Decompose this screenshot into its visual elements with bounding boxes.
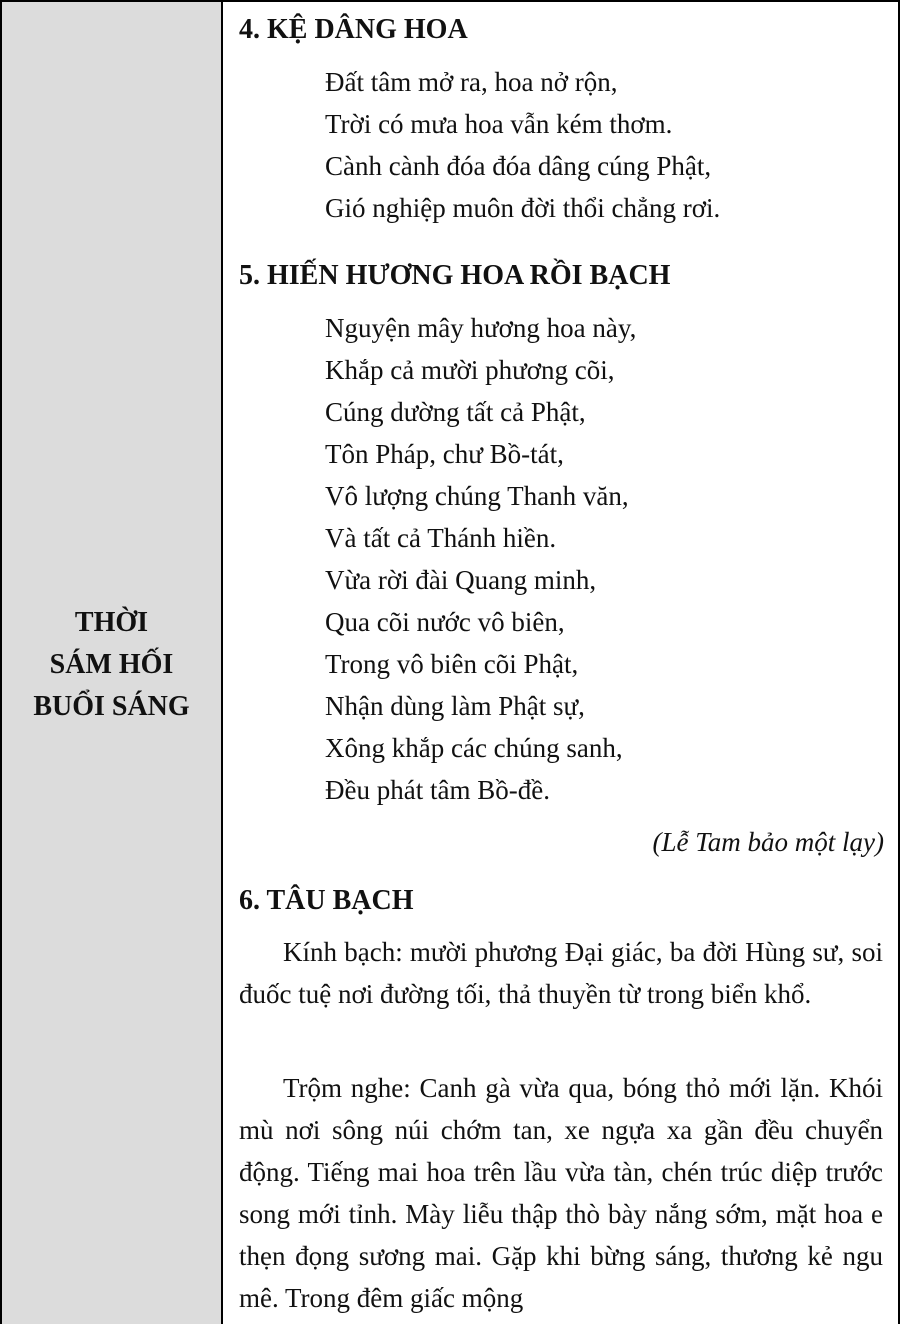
verse-line: Vô lượng chúng Thanh văn, bbox=[325, 481, 629, 511]
verse-line: Cúng dường tất cả Phật, bbox=[325, 397, 586, 427]
section-5-note: (Lễ Tam bảo một lạy) bbox=[652, 827, 884, 857]
main-content bbox=[223, 2, 898, 1324]
section-6-paragraph: Trộm nghe: Canh gà vừa qua, bóng thỏ mới lặn. Khói mù nơi sông núi chớm tan, xe ngựa xa gần đều chuyển động. Tiếng mai hoa trên lầu vừa tàn, chén trúc diệp trước song mới tỉnh. Mày liễu thập thò bày nắng sớm, mặt hoa e thẹn đọng sương mai. Gặp khi bừng sáng, thương kẻ ngu mê. Trong đêm giấc mộng bbox=[239, 1073, 883, 1313]
sidebar-title-line: BUỔI SÁNG bbox=[33, 691, 190, 722]
verse-line: Khắp cả mười phương cõi, bbox=[325, 355, 615, 385]
section-4-heading: 4. KỆ DÂNG HOA bbox=[239, 14, 468, 45]
verse-line: Nguyện mây hương hoa này, bbox=[325, 313, 637, 343]
verse-line: Qua cõi nước vô biên, bbox=[325, 607, 565, 637]
sidebar-title-line: SÁM HỐI bbox=[49, 649, 174, 680]
section-4-verse bbox=[325, 61, 720, 229]
verse-line: Trời có mưa hoa vẫn kém thơm. bbox=[325, 109, 673, 139]
verse-line: Cành cành đóa đóa dâng cúng Phật, bbox=[325, 151, 712, 181]
section-6-paragraph: Kính bạch: mười phương Đại giác, ba đời Hùng sư, soi đuốc tuệ nơi đường tối, thả thuyền từ trong biển khổ. bbox=[239, 937, 883, 1009]
section-5-heading: 5. HIẾN HƯƠNG HOA RỒI BẠCH bbox=[239, 260, 671, 291]
verse-line: Gió nghiệp muôn đời thổi chẳng rơi. bbox=[325, 193, 721, 223]
section-6-heading: 6. TÂU BẠCH bbox=[239, 885, 414, 916]
verse-line: Đất tâm mở ra, hoa nở rộn, bbox=[325, 67, 618, 97]
verse-line: Trong vô biên cõi Phật, bbox=[325, 649, 579, 679]
verse-line: Xông khắp các chúng sanh, bbox=[325, 733, 623, 763]
sidebar bbox=[2, 2, 223, 1324]
sidebar-title bbox=[2, 602, 221, 728]
section-5-verse bbox=[325, 307, 636, 811]
verse-line: Đều phát tâm Bồ-đề. bbox=[325, 775, 550, 805]
verse-line: Và tất cả Thánh hiền. bbox=[325, 523, 557, 553]
verse-line: Nhận dùng làm Phật sự, bbox=[325, 691, 585, 721]
sidebar-title-line: THỜI bbox=[74, 607, 149, 638]
verse-line: Vừa rời đài Quang minh, bbox=[325, 565, 597, 595]
verse-line: Tôn Pháp, chư Bồ-tát, bbox=[325, 439, 564, 469]
